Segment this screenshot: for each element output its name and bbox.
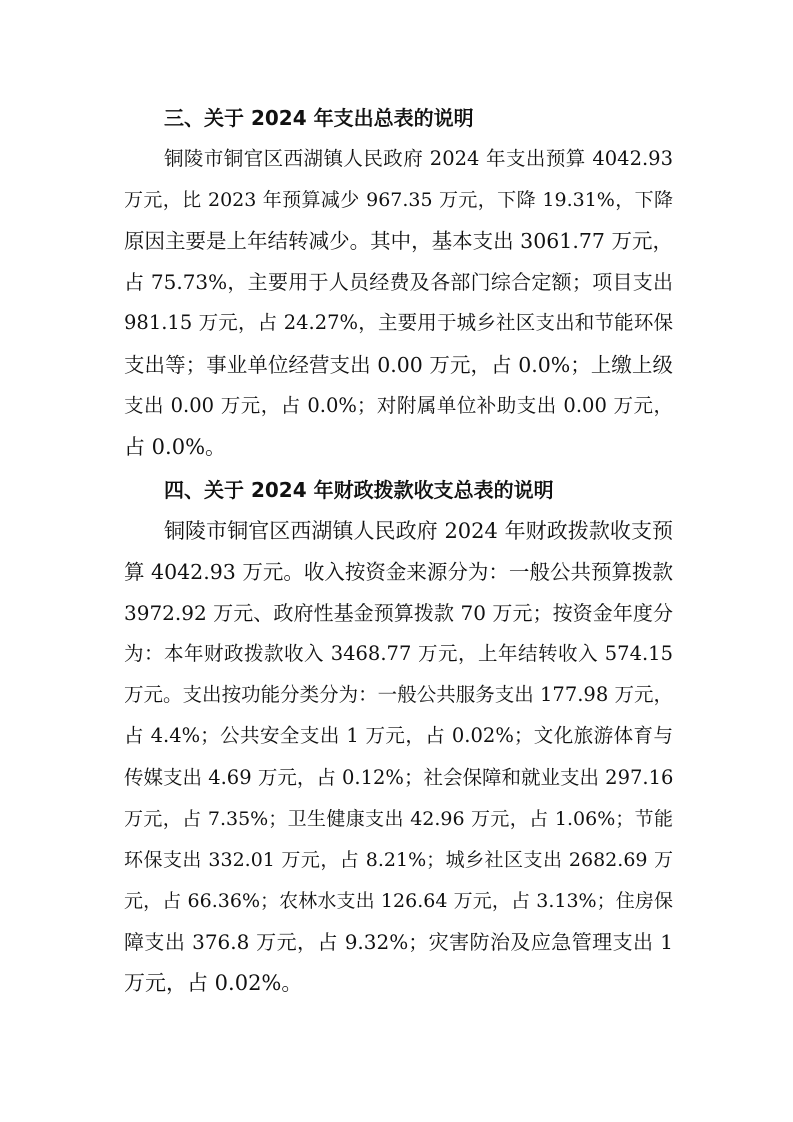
section-4-heading: 四、关于 2024 年财政拨款收支总表的说明 [164,478,554,502]
section-4-paragraph-line: 万元。支出按功能分类分为：一般公共服务支出 177.98 万元， [124,683,673,706]
section-3-heading: 三、关于 2024 年支出总表的说明 [164,106,474,130]
section-4-paragraph-line: 万元，占 0.02%。 [124,971,303,995]
section-3-paragraph-line: 铜陵市铜官区西湖镇人民政府 2024 年支出预算 4042.93 [164,147,673,170]
section-3-paragraph-line: 981.15 万元，占 24.27%，主要用于城乡社区支出和节能环保 [124,311,673,334]
section-4-paragraph-line: 占 4.4%；公共安全支出 1 万元，占 0.02%；文化旅游体育与 [124,724,673,747]
section-3-paragraph-line: 占 75.73%，主要用于人员经费及各部门综合定额；项目支出 [124,270,673,294]
section-3-paragraph-line: 支出等；事业单位经营支出 0.00 万元，占 0.0%；上缴上级 [124,353,673,377]
section-3-paragraph-line: 原因主要是上年结转减少。其中，基本支出 3061.77 万元， [124,229,673,253]
section-4-paragraph-line: 元，占 66.36%；农林水支出 126.64 万元，占 3.13%；住房保 [124,890,673,912]
section-4-paragraph-line: 万元，占 7.35%；卫生健康支出 42.96 万元，占 1.06%；节能 [124,808,673,830]
section-4-paragraph-line: 铜陵市铜官区西湖镇人民政府 2024 年财政拨款收支预 [164,519,673,543]
section-4-paragraph-line: 传媒支出 4.69 万元，占 0.12%；社会保障和就业支出 297.16 [124,766,674,789]
section-4-paragraph-line: 障支出 376.8 万元，占 9.32%；灾害防治及应急管理支出 1 [124,930,673,954]
section-4-paragraph-line: 为：本年财政拨款收入 3468.77 万元，上年结转收入 574.15 [124,642,673,665]
section-3-paragraph-line: 占 0.0%。 [124,435,227,459]
section-3-paragraph-line: 万元，比 2023 年预算减少 967.35 万元，下降 19.31%，下降 [124,189,673,211]
section-4-paragraph-line: 环保支出 332.01 万元，占 8.21%；城乡社区支出 2682.69 万 [124,849,673,871]
section-4-paragraph-line: 3972.92 万元、政府性基金预算拨款 70 万元；按资金年度分 [124,601,673,625]
section-3-paragraph-line: 支出 0.00 万元，占 0.0%；对附属单位补助支出 0.00 万元， [124,394,673,417]
section-4-paragraph-line: 算 4042.93 万元。收入按资金来源分为：一般公共预算拨款 [124,560,673,584]
